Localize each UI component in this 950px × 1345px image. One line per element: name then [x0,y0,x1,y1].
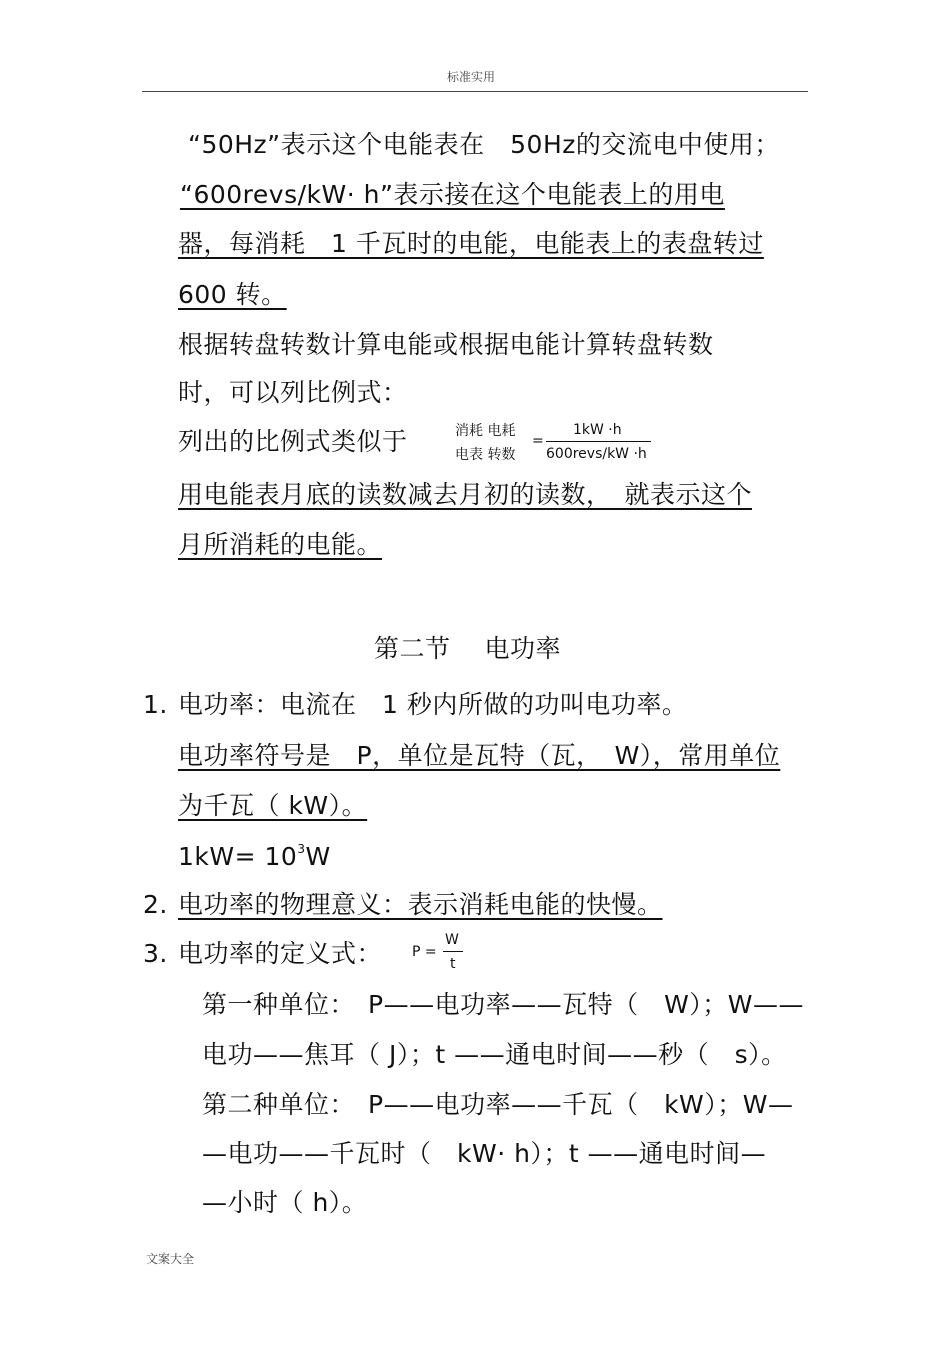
formula-numerator: W [445,932,459,948]
formula-fraction-bar [443,951,463,952]
item-3-formula-label: 电功率的定义式： [178,939,383,968]
item-1-definition: 电功率：电流在 1 秒内所做的功叫电功率。 [178,690,688,719]
text-line-monthly-reading: 用电能表月底的读数减去月初的读数， 就表示这个 [178,480,753,509]
page-footer-text: 文案大全 [146,1252,195,1266]
text-line-monthly-energy: 月所消耗的电能。 [178,530,383,559]
item-number-3: 3. [143,939,168,968]
item-number-1: 1. [143,690,168,719]
text-line-ratio-intro: 时，可以列比例式： [178,378,408,407]
ratio-equals-sign: = [532,433,544,449]
formula-lhs: P = [412,944,437,960]
ratio-right-numerator: 1kW ·h [573,422,622,438]
units-line-2: 电功——焦耳（ J）；t ——通电时间——秒（ s）。 [202,1040,787,1069]
units-line-3: 第二种单位： P——电功率——千瓦（ kW）；W— [202,1090,794,1119]
header-rule [142,91,808,92]
ratio-left-denominator: 电表 转数 [455,447,516,463]
ratio-right-denominator: 600revs/kW ·h [546,446,647,462]
units-line-5: —小时（ h）。 [202,1188,368,1217]
item-1-symbol-unit: 电功率符号是 P，单位是瓦特（瓦， W），常用单位 [178,741,781,770]
units-line-1: 第一种单位： P——电功率——瓦特（ W）；W—— [202,990,805,1019]
item-1-conversion [178,843,331,869]
text-line-consume: 器，每消耗 1 千瓦时的电能，电能表上的表盘转过 [178,229,764,258]
units-line-4: —电功——千瓦时（ kW· h）；t ——通电时间— [202,1139,767,1168]
text-line-ratio-similar: 列出的比例式类似于 [178,427,408,456]
conversion-base: 1kW= 10 [178,842,298,871]
ratio-left-numerator: 消耗 电耗 [455,423,516,439]
conversion-unit: W [305,842,331,871]
text-line-600revs: “600revs/kW· h”表示接在这个电能表上的用电 [180,180,725,209]
page-header-title: 标准实用 [447,70,496,84]
item-1-common-unit: 为千瓦（ kW）。 [178,791,368,820]
conversion-exponent: 3 [297,842,306,856]
text-line-600-turns: 600 转。 [178,280,287,309]
text-line-50hz: “50Hz”表示这个电能表在 50Hz的交流电中使用； [188,130,780,159]
formula-denominator: t [450,956,456,972]
ratio-fraction-bar [546,441,651,442]
item-number-2: 2. [143,890,168,919]
item-2-meaning: 电功率的物理意义：表示消耗电能的快慢。 [178,890,663,919]
section-title: 第二节 电功率 [374,634,561,663]
text-line-calc: 根据转盘转数计算电能或根据电能计算转盘转数 [178,330,714,359]
